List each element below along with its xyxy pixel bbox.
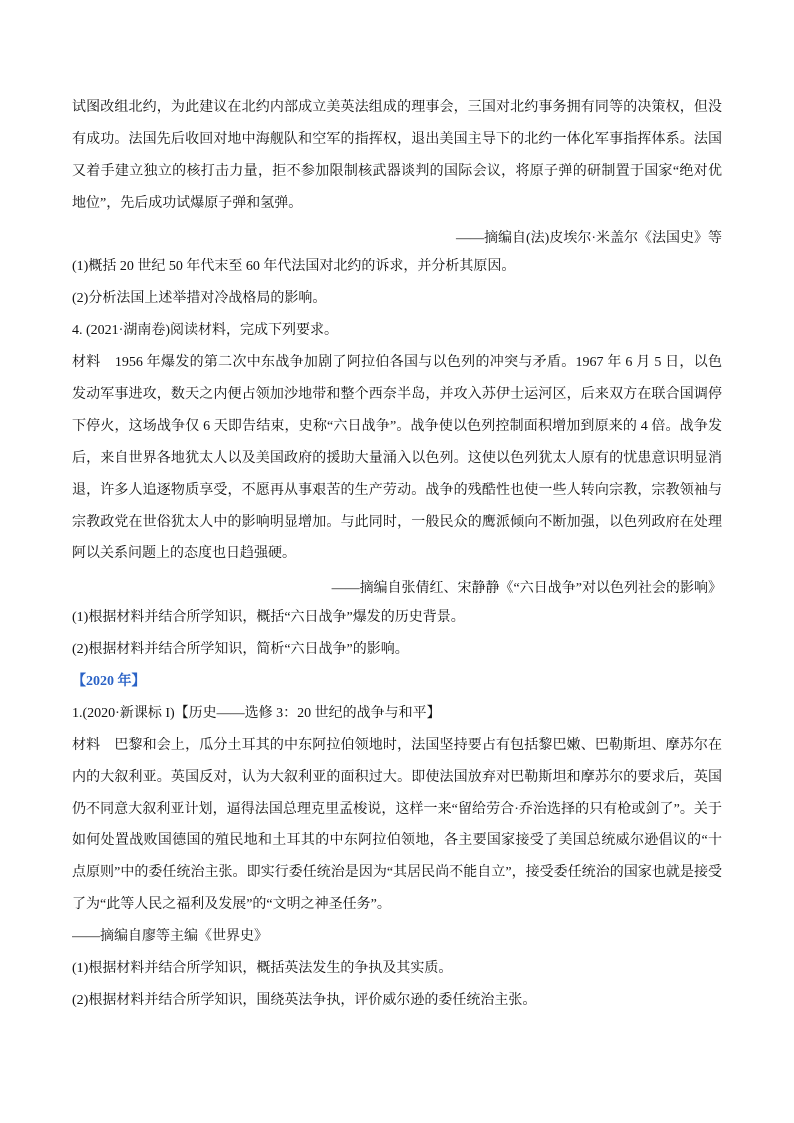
- material-line: 后，来自世界各地犹太人以及美国政府的援助大量涌入以色列。这使以色列犹太人原有的忧患意识明显消: [72, 450, 722, 466]
- page-content: [72, 92, 722, 1017]
- material-line: 地位”，先后成功试爆原子弹和氢弹。: [72, 195, 303, 211]
- material-line: 发动军事进攻，数天之内便占领加沙地带和整个西奈半岛，并攻入苏伊士运河区，后来双方在联合国调停: [72, 387, 722, 403]
- material-line: 宗教政党在世俗犹太人中的影响明显增加。与此同时，一般民众的鹰派倾向不断加强，以色列政府在处理: [72, 514, 722, 530]
- section-2020: [72, 666, 722, 1017]
- material-line: 材料 巴黎和会上，瓜分土耳其的中东阿拉伯领地时，法国坚持要占有包括黎巴嫩、巴勒斯坦、摩苏尔在: [72, 737, 722, 753]
- question-header: 4. (2021·湖南卷)阅读材料，完成下列要求。: [72, 323, 338, 339]
- material-line: 有成功。法国先后收回对地中海舰队和空军的指挥权，退出美国主导下的北约一体化军事指挥体系。法国: [72, 131, 722, 147]
- material-line: 试图改组北约，为此建议在北约内部成立美英法组成的理事会，三国对北约事务拥有同等的决策权，但没: [72, 100, 722, 115]
- subquestion: (2)根据材料并结合所学知识，简析“六日战争”的影响。: [72, 642, 409, 658]
- material-line: 点原则”中的委任统治主张。即实行委任统治是因为“其居民尚不能自立”，接受委任统治的国家也就是接受: [72, 865, 722, 881]
- material-line: 阿以关系问题上的态度也日趋强硬。: [72, 546, 296, 562]
- subquestion: (1)概括 20 世纪 50 年代末至 60 年代法国对北约的诉求，并分析其原因。: [72, 259, 516, 275]
- material-line: 又着手建立独立的核打击力量，拒不参加限制核武器谈判的国际会议，将原子弹的研制置于国家“绝对优: [72, 163, 722, 179]
- question-4: [72, 315, 722, 666]
- subquestion: (2)根据材料并结合所学知识，围绕英法争执，评价威尔逊的委任统治主张。: [72, 992, 537, 1008]
- material-line: 退，许多人追逐物质享受，不愿再从事艰苦的生产劳动。战争的残酷性也使一些人转向宗教，宗教领袖与: [72, 482, 722, 498]
- source-citation: ——摘编自廖等主编《世界史》: [72, 929, 268, 945]
- source-citation: ——摘编自(法)皮埃尔·米盖尔《法国史》等: [456, 230, 722, 246]
- subquestion: (2)分析法国上述举措对冷战格局的影响。: [72, 291, 327, 307]
- section-heading: 【2020 年】: [72, 674, 146, 690]
- subquestion: (1)根据材料并结合所学知识，概括“六日战争”爆发的历史背景。: [72, 610, 465, 626]
- subquestion: (1)根据材料并结合所学知识，概括英法发生的争执及其实质。: [72, 961, 453, 977]
- question-3-continued: [72, 92, 722, 315]
- material-line: 如何处置战败国德国的殖民地和土耳其的中东阿拉伯领地，各主要国家接受了美国总统威尔逊倡议的“十: [72, 833, 722, 849]
- material-line: 内的大叙利亚。英国反对，认为大叙利亚的面积过大。即使法国放弃对巴勒斯坦和摩苏尔的要求后，英国: [72, 769, 722, 785]
- material-line: 了为“此等人民之福利及发展”的“文明之神圣任务”。: [72, 897, 391, 913]
- material-line: 仍不同意大叙利亚计划，逼得法国总理克里孟梭说，这样一来“留给劳合·乔治选择的只有枪或剑了”。关于: [72, 801, 722, 817]
- source-citation: ——摘编自张倩红、宋静静《“六日战争”对以色列社会的影响》: [331, 581, 722, 597]
- material-line: 材料 1956 年爆发的第二次中东战争加剧了阿拉伯各国与以色列的冲突与矛盾。1967 年 6 月 5 日，以色: [72, 355, 722, 371]
- question-header: 1.(2020·新课标 I)【历史——选修 3：20 世纪的战争与和平】: [72, 705, 441, 721]
- material-line: 下停火，这场战争仅 6 天即告结束，史称“六日战争”。战争使以色列控制面积增加到原来的 4 倍。战争发: [72, 418, 722, 434]
